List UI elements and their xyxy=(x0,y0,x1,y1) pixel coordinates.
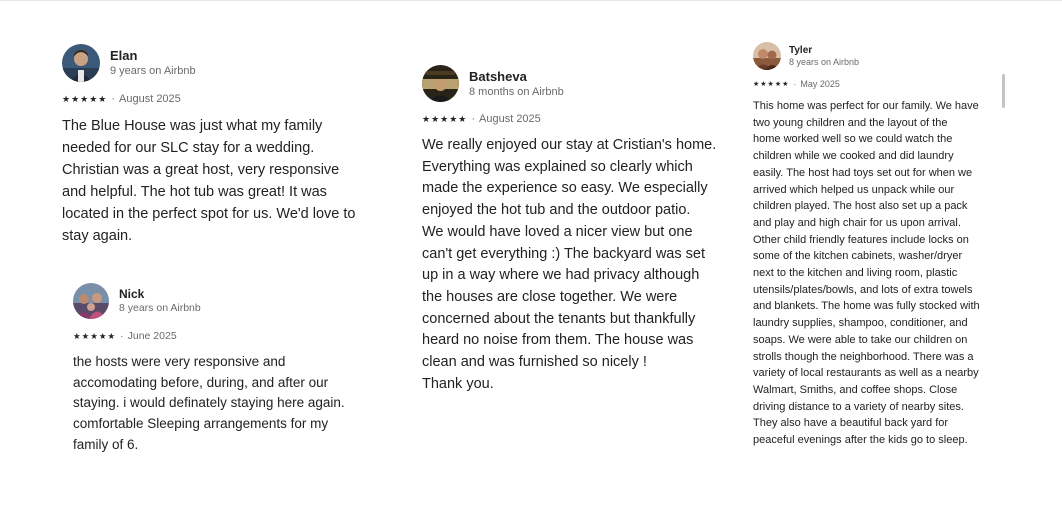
rating-stars-icon: ★★★★★ xyxy=(422,113,468,124)
review-text: This home was perfect for our family. We have two young children and the layout of the home worked well so we could watch the children while we cooked and did laundry easily. The host had toys set out for when we arrived which helped us unpack while our children played. The host also set up a pack and play and high chair for us upon arrival. Other child friendly features include locks on some of the kitchen cabinets, washer/dryer next to the kitchen and living room, plastic utensils/plates/bowls, and lots of extra towels and blankets. The home was fully stocked with laundry supplies, shampoo, conditioner, and soaps. We were able to take our children on strolls though the neighborhood. There was a variety of local restaurants as well as a nearby Walmart, Smiths, and coffee shops. Close driving distance to a variety of nearby sites. They also have a beautiful back yard for peaceful evenings after the kids go to sleep. xyxy=(753,100,980,447)
reviewer-header xyxy=(73,283,393,319)
meta-separator: · xyxy=(471,113,476,125)
reviewer-header xyxy=(62,44,392,82)
meta-separator: · xyxy=(120,330,124,342)
review-card xyxy=(73,283,393,456)
meta-separator: · xyxy=(793,79,797,89)
reviewer-tenure: 8 months on Airbnb xyxy=(469,85,564,98)
reviewer-tenure: 8 years on Airbnb xyxy=(119,302,201,314)
rating-stars-icon: ★★★★★ xyxy=(73,330,117,341)
review-card xyxy=(422,65,732,395)
review-card xyxy=(62,44,392,247)
reviewer-name[interactable]: Tyler xyxy=(789,45,813,56)
review-card xyxy=(753,42,1003,449)
review-meta xyxy=(753,78,1003,90)
reviewer-header xyxy=(753,42,1003,70)
review-text: The Blue House was just what my family needed for our SLC stay for a wedding. Christian was a great host, very responsive and helpful. The hot tub was great! It was located in the perfect spot for us. We'd love to stay again. xyxy=(62,118,356,244)
rating-stars-icon: ★★★★★ xyxy=(753,81,790,88)
review-text: the hosts were very responsive and accomodating before, during, and after our staying. i would definately staying here again. comfortable Sleeping arrangements for my family of 6. xyxy=(73,354,345,452)
review-date: August 2025 xyxy=(479,113,541,125)
review-date: August 2025 xyxy=(119,93,181,105)
reviewer-name[interactable]: Batsheva xyxy=(469,68,527,84)
meta-separator: · xyxy=(111,93,116,105)
reviewer-header xyxy=(422,65,732,102)
top-divider xyxy=(0,0,1062,1)
review-text: We really enjoyed our stay at Cristian's home. Everything was explained so clearly which made the experience so easy. We especially enjoyed the hot tub and the outdoor patio. We would have loved a nicer view but one can't get everything :) The backyard was set up in a way where we had privacy although the houses are close together. We were concerned about the tenants but thankfully heard no noise from them. The house was clean and was furnished so nicely ! Thank you. xyxy=(422,137,717,392)
review-date: June 2025 xyxy=(127,330,177,342)
reviewer-tenure: 9 years on Airbnb xyxy=(110,65,196,77)
review-meta xyxy=(73,329,393,343)
reviewer-name[interactable]: Elan xyxy=(110,48,138,63)
reviewer-avatar-icon[interactable] xyxy=(62,44,100,82)
review-meta xyxy=(422,112,732,126)
review-date: May 2025 xyxy=(800,79,840,89)
review-meta xyxy=(62,92,392,106)
reviewer-name[interactable]: Nick xyxy=(119,287,145,301)
reviewer-avatar-icon[interactable] xyxy=(422,65,459,102)
scrollbar-thumb[interactable] xyxy=(1002,74,1005,108)
reviewer-avatar-icon[interactable] xyxy=(753,42,781,70)
reviewer-tenure: 8 years on Airbnb xyxy=(789,57,860,67)
rating-stars-icon: ★★★★★ xyxy=(62,93,108,104)
reviewer-avatar-icon[interactable] xyxy=(73,283,109,319)
